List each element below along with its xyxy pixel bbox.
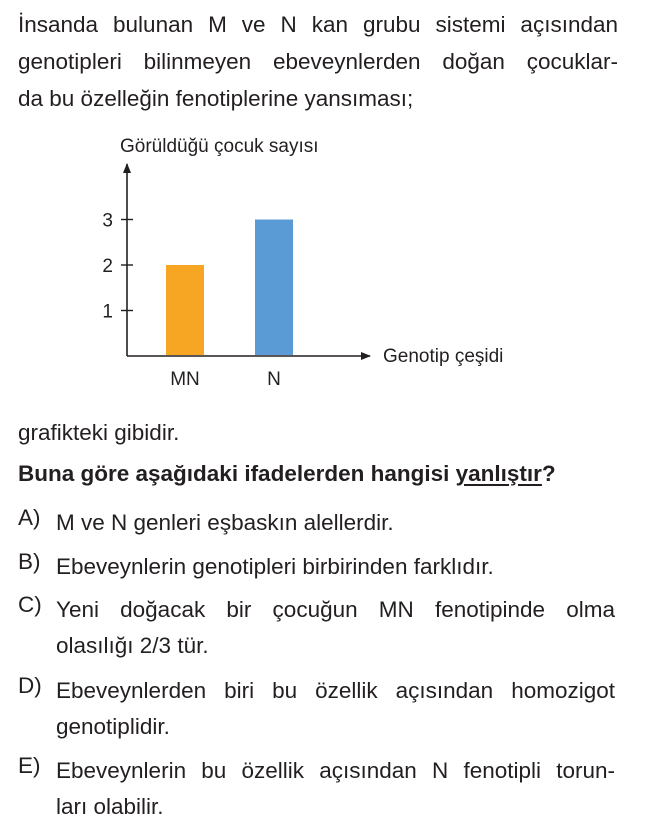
question-stem — [18, 6, 618, 117]
option-text: Ebeveynlerin genotipleri birbirinden farklıdır. — [56, 554, 494, 579]
bar-chart — [0, 120, 560, 400]
category-label: MN — [170, 369, 200, 390]
question-prefix: Buna göre aşağıdaki ifadelerden hangisi — [18, 461, 456, 486]
option-e[interactable] — [18, 753, 615, 825]
option-letter: B) — [18, 549, 41, 574]
option-letter: E) — [18, 753, 41, 778]
stem-line: da bu özelleğin fenotiplerine yansıması; — [18, 86, 414, 111]
option-letter: A) — [18, 505, 41, 530]
option-text: olasılığı 2/3 tür. — [56, 633, 209, 658]
option-b[interactable] — [18, 549, 615, 585]
option-text: ları olabilir. — [56, 794, 164, 819]
y-tick-label: 1 — [102, 301, 113, 323]
answer-options — [18, 505, 615, 825]
category-label: N — [267, 369, 281, 390]
stem-line: genotipleri bilinmeyen ebeveynlerden doğan çocuklar- — [18, 49, 618, 74]
bar-n — [255, 220, 293, 356]
x-axis-label: Genotip çeşidi — [383, 346, 504, 367]
stem-line: İnsanda bulunan M ve N kan grubu sistemi açısından — [18, 12, 618, 37]
question-prompt — [18, 455, 556, 492]
question-suffix: ? — [541, 461, 556, 486]
option-text: Ebeveynlerden biri bu özellik açısından homozigot — [56, 678, 615, 703]
option-a[interactable] — [18, 505, 615, 541]
option-letter: D) — [18, 673, 42, 698]
y-axis-label: Görüldüğü çocuk sayısı — [120, 136, 319, 157]
option-text: genotiplidir. — [56, 714, 170, 739]
option-text: Ebeveynlerin bu özellik açısından N fenotipli torun- — [56, 758, 615, 783]
option-d[interactable] — [18, 673, 615, 745]
after-chart-text: grafikteki gibidir. — [18, 420, 180, 445]
option-text: M ve N genleri eşbaskın alellerdir. — [56, 510, 394, 535]
question-negative-word: yanlıştır — [455, 461, 542, 486]
option-text: Yeni doğacak bir çocuğun MN fenotipinde olma — [56, 597, 615, 622]
y-tick-label: 3 — [102, 210, 113, 232]
bar-mn — [166, 265, 204, 355]
y-tick-label: 2 — [102, 256, 113, 277]
option-c[interactable] — [18, 592, 615, 664]
option-letter: C) — [18, 592, 42, 617]
